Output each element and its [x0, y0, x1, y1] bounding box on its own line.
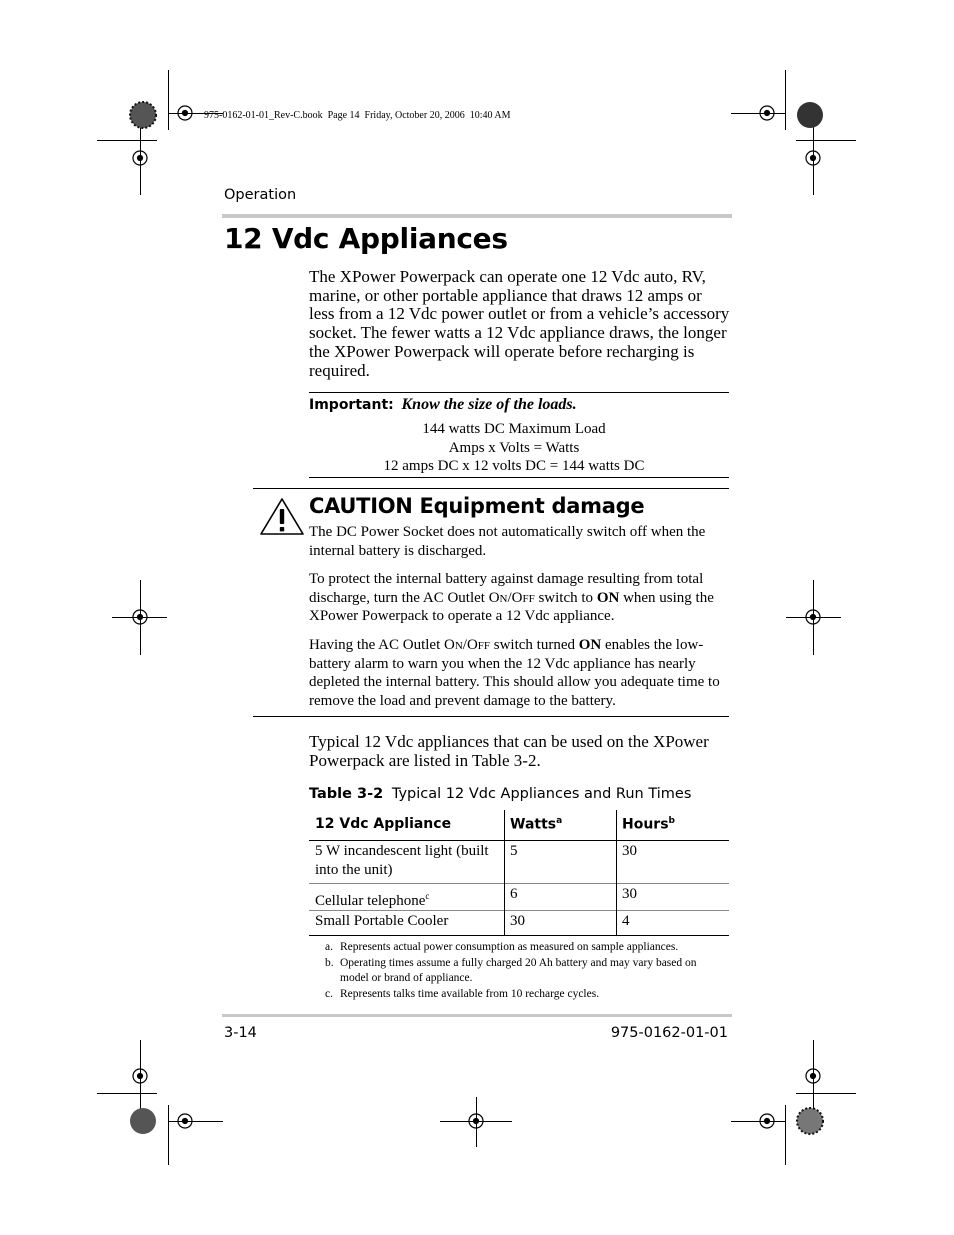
table-footnotes: [325, 940, 725, 1002]
table-cell-appliance: Cellular telephone$^c$: [315, 891, 430, 909]
table-cell-appliance: Small Portable Cooler: [315, 913, 449, 929]
intro-paragraph: The XPower Powerpack can operate one 12 Vdc auto, RV, marine, or other portable appliance that draws 12 amps or less from a 12 Vdc power outlet or from a vehicle’s accessory socket. The fewer watts a 12 Vdc appliance draws, the longer the XPower Powerpack will operate before recharging is required.: [309, 267, 730, 380]
appliance-table: [309, 810, 729, 936]
table-rule: [309, 883, 729, 884]
table-rule: [309, 910, 729, 911]
warning-triangle-icon: [259, 497, 305, 537]
caution-paragraph: Having the AC Outlet On/Off switch turned ON enables the low-battery alarm to warn you when the 12 Vdc appliance has nearly depleted the internal battery. This should allow you adequate time to remove the load and prevent damage to the battery.: [309, 637, 720, 710]
table-cell-hours: 30: [622, 843, 637, 859]
formula-block: [309, 420, 719, 476]
header-rule: [222, 214, 732, 218]
important-note: [309, 396, 577, 414]
table-rule: [309, 840, 729, 841]
footnote: a. Represents actual power consumption as measured on sample appliances.: [325, 941, 679, 953]
column-header: Watts$^a$: [510, 816, 563, 833]
caution-bottom-rule: [253, 716, 729, 717]
table-column-divider: [616, 810, 617, 935]
document-number: 975-0162-01-01: [610, 1025, 728, 1041]
caution-paragraph: The DC Power Socket does not automatically switch off when the internal battery is discharged.: [309, 524, 706, 559]
table-caption-label: Table 3-2: [309, 786, 384, 802]
table-caption-text: Typical 12 Vdc Appliances and Run Times: [391, 786, 692, 802]
footnote: c. Represents talks time available from 10 recharge cycles.: [325, 987, 600, 1000]
formula-line: 12 amps DC x 12 volts DC = 144 watts DC: [383, 458, 645, 475]
page-title: 12 Vdc Appliances: [224, 222, 508, 255]
formula-line: Amps x Volts = Watts: [448, 439, 580, 456]
table-cell-hours: 4: [622, 913, 630, 929]
formula-line: 144 watts DC Maximum Load: [422, 421, 606, 437]
table-cell-watts: 5: [510, 843, 518, 859]
table-intro-paragraph: Typical 12 Vdc appliances that can be used on the XPower Powerpack are listed in Table 3-2.: [309, 732, 709, 770]
print-slug: 975-0162-01-01_Rev-C.book Page 14 Friday, October 20, 2006 10:40 AM: [204, 110, 511, 121]
caution-title: CAUTION Equipment damage: [309, 494, 645, 518]
important-label: Important:: [309, 397, 394, 413]
page-number: 3-14: [224, 1025, 257, 1041]
footer-rule: [222, 1014, 732, 1017]
caution-paragraph: To protect the internal battery against damage resulting from total discharge, turn the AC Outlet On/Off switch to ON when using the XPower Powerpack to operate a 12 Vdc appliance.: [309, 571, 714, 625]
table-column-divider: [504, 810, 505, 935]
table-cell-appliance: 5 W incandescent light (built into the unit): [315, 843, 489, 878]
table-cell-hours: 30: [622, 886, 637, 902]
column-header: Hours$^b$: [622, 816, 675, 833]
table-cell-watts: 30: [510, 913, 525, 929]
important-bottom-rule: [309, 477, 729, 478]
important-top-rule: [309, 392, 729, 393]
table-caption: [309, 786, 691, 802]
table-cell-watts: 6: [510, 886, 518, 902]
important-text: Know the size of the loads.: [401, 396, 577, 413]
caution-top-rule: [253, 488, 729, 489]
running-header: Operation: [224, 187, 297, 203]
column-header: 12 Vdc Appliance: [315, 816, 452, 832]
table-rule: [309, 935, 729, 936]
footnote: b. Operating times assume a fully charged 20 Ah battery and may vary based on model or brand of appliance.: [325, 956, 697, 984]
